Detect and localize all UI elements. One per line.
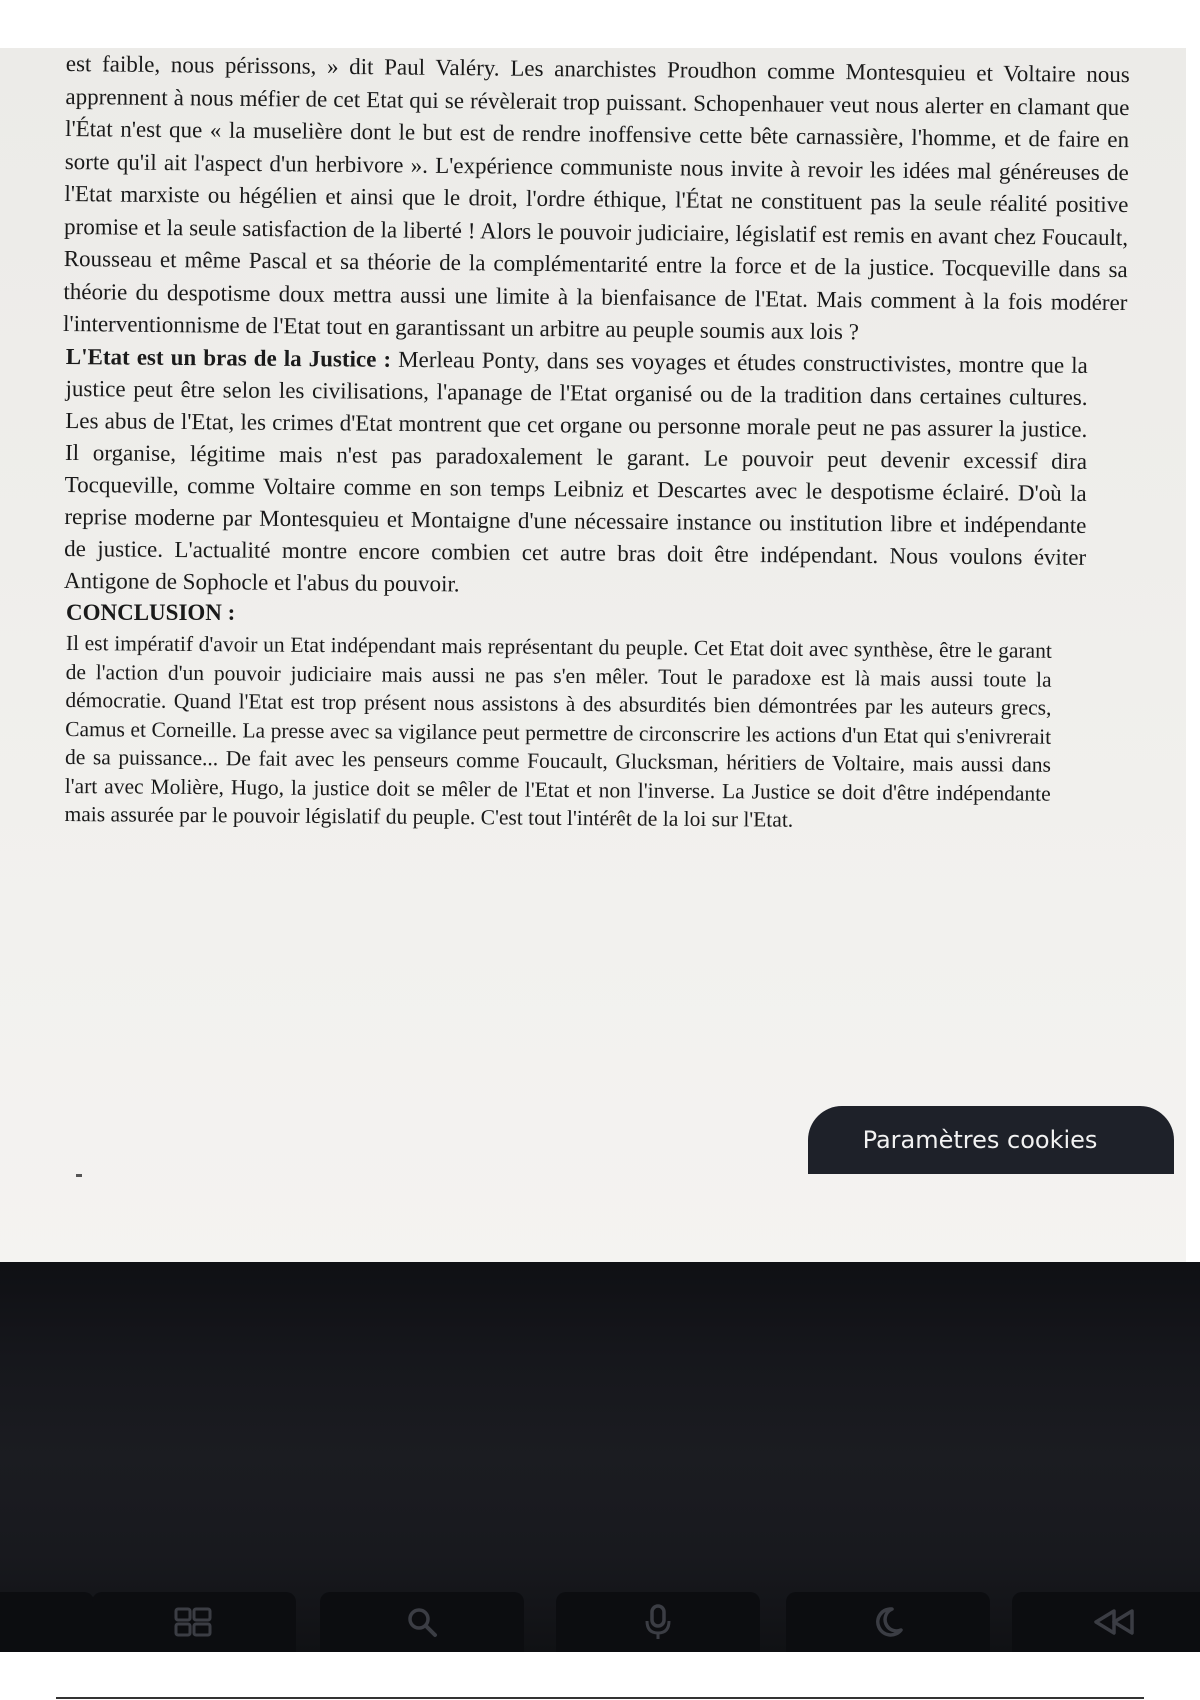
key-do-not-disturb[interactable] (786, 1592, 990, 1652)
conclusion-paragraph: Il est impératif d'avoir un Etat indépendant mais représentant du peuple. Cet Etat doit avec synthèse, être le garant de l'action d'un pouvoir judiciaire mais aussi ne pas s'en mêler. Tout le paradoxe est là mais aussi toute la démocratie. Quand l'Etat est trop présent nous assistons à des absurdités bien démontrées par les auteurs grecs, Camus et Corneille. La presse avec sa vigilance peut permettre de circonscrire les actions d'un Etat qui s'enivrerait de sa puissance... De fait avec les penseurs comme Foucault, Glucksman, héritiers de Voltaire, mais aussi dans l'art avec Molière, Hugo, la justice doit se mêler de l'Etat et non l'inverse. La Justice se doit d'être indépendante mais assurée par le pouvoir législatif du peuple. C'est tout l'intérêt de la loi sur l'Etat. (64, 630, 1052, 832)
screen-speck (76, 1174, 82, 1177)
key-dictation[interactable] (556, 1592, 760, 1652)
key-partial[interactable] (0, 1592, 94, 1652)
rewind-icon (1090, 1607, 1138, 1637)
bottom-divider (56, 1697, 1144, 1699)
moon-icon (870, 1604, 906, 1640)
section-body: Merleau Ponty, dans ses voyages et études constructivistes, montre que la justice peut être selon les civilisations, l'apanage de l'Etat organisé ou de la tradition dans certaines cultures. Les abus de l'Etat, les crimes d'Etat montrent que cet organe ou personne morale peut ne pas assurer la justice. Il organise, légitime mais n'est pas paradoxalement le garant. Le pouvoir peut devenir excessif dira Tocqueville, comme Voltaire comme en son temps Leibniz et Descartes avec le despotisme éclairé. D'où la reprise moderne par Montesquieu et Montaigne d'une nécessaire instance ou institution libre et indépendante de justice. L'actualité montre encore combien cet autre bras doit être indépendant. Nous voulons éviter Antigone de Sophocle et l'abus du pouvoir. (63, 346, 1088, 596)
laptop-screen (0, 48, 1200, 1288)
microphone-icon (643, 1603, 673, 1641)
cookie-settings-button[interactable]: Paramètres cookies (808, 1106, 1174, 1174)
intro-paragraph: est faible, nous périssons, » dit Paul Valéry. Les anarchistes Proudhon comme Montesquieu et Voltaire nous apprennent à nous méfier de cet Etat qui se révèlerait trop puissant. Schopenhauer veut nous alerter en clamant que l'État n'est que « la muselière dont le but est de rendre inoffensive cette bête carnassière, l'homme, et de faire en sorte qu'il ait l'aspect d'un herbivore ». L'expérience communiste nous invite à revoir les idées mal généreuses de l'Etat marxiste ou hégélien et ainsi que le droit, l'ordre éthique, l'État ne constituent pas la seule réalité positive promise et la seule satisfaction de la liberté ! Alors le pouvoir judiciaire, législatif est remis en avant chez Foucault, Rousseau et même Pascal et sa théorie de la complémentarité entre la force et de la justice. Tocqueville dans sa théorie du despotisme doux mettra aussi une limite à la bienfaisance de l'Etat. Mais comment à la fois modérer l'interventionnisme de l'Etat tout en garantissant un arbitre au peuple soumis aux lois ? (62, 50, 1130, 345)
key-rewind[interactable] (1012, 1592, 1200, 1652)
key-mission-control[interactable] (92, 1592, 296, 1652)
section-heading: L'Etat est un bras de la Justice : (65, 343, 392, 372)
conclusion-heading: CONCLUSION : (66, 599, 236, 625)
section-paragraph (64, 341, 1088, 606)
search-icon (405, 1605, 439, 1639)
screen-edge (1186, 48, 1200, 1288)
key-search[interactable] (320, 1592, 524, 1652)
mission-control-icon (172, 1606, 216, 1638)
document-page (62, 48, 1130, 832)
function-key-row (0, 1572, 1200, 1652)
